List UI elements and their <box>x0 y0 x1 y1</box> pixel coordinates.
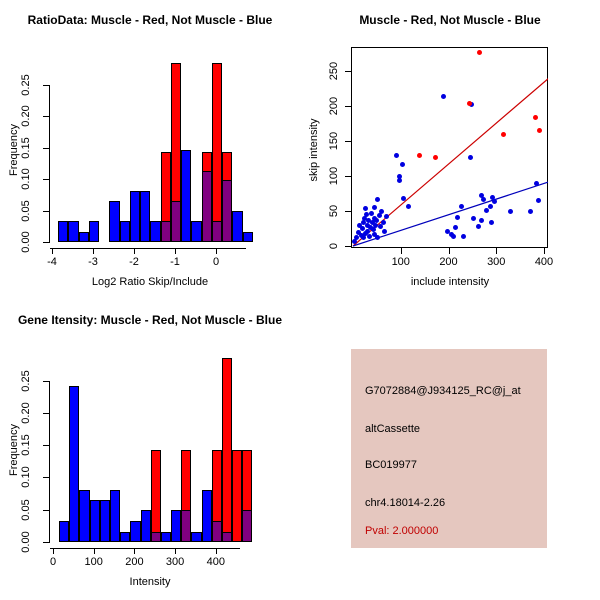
y-axis-line <box>49 381 50 544</box>
x-tick <box>175 548 176 554</box>
y-tick-label: 250 <box>328 61 340 81</box>
scatter-point-blue <box>379 209 384 214</box>
scatter-point-blue <box>459 204 464 209</box>
scatter-point-blue <box>476 224 481 229</box>
hist-bar-blue <box>171 510 181 542</box>
x-tick <box>134 248 135 254</box>
x-tick-label: 200 <box>125 556 144 568</box>
y-tick <box>43 85 49 86</box>
y-tick <box>43 179 49 180</box>
hist-bar-blue <box>120 221 130 242</box>
scatter-point-blue <box>451 234 456 239</box>
hist-bar-blue <box>243 232 253 242</box>
hist-bar-blue <box>161 532 171 542</box>
panel-probe-info <box>300 300 600 600</box>
intensity-scatter-title: Muscle - Red, Not Muscle - Blue <box>359 13 541 27</box>
hist-bar-blue <box>59 521 69 542</box>
y-tick-label: 0.00 <box>20 531 32 553</box>
gene-intensity-y-axis-label: Frequency <box>8 424 20 476</box>
probe-id-text: G7072884@J934125_RC@j_at <box>365 385 521 397</box>
ratio-histogram-title: RatioData: Muscle - Red, Not Muscle - Blue <box>27 13 273 27</box>
ratio-histogram-y-axis-label: Frequency <box>8 124 20 176</box>
y-tick-label: 0.10 <box>20 168 32 190</box>
y-tick-label: 0.00 <box>20 231 32 253</box>
x-tick-label: 0 <box>212 256 220 268</box>
x-tick <box>93 248 94 254</box>
y-tick <box>43 116 49 117</box>
scatter-point-red <box>467 101 472 106</box>
y-axis-line <box>49 85 50 243</box>
y-tick <box>43 510 49 511</box>
hist-bar-red <box>222 358 232 542</box>
hist-bar-red <box>151 450 161 542</box>
y-tick-label: 0.25 <box>20 369 32 392</box>
x-tick <box>216 248 217 254</box>
x-tick <box>53 548 54 554</box>
scatter-point-red <box>477 50 482 55</box>
x-tick <box>134 548 135 554</box>
hist-bar-blue <box>191 221 201 242</box>
scatter-point-blue <box>455 215 460 220</box>
y-tick-label: 0.15 <box>20 137 32 159</box>
scatter-point-red <box>501 132 506 137</box>
scatter-point-blue <box>508 209 513 214</box>
x-tick-label: 300 <box>165 556 185 568</box>
y-tick-label: 0.25 <box>20 74 32 96</box>
panel-gene-intensity-histogram <box>0 300 300 600</box>
x-tick <box>94 548 95 554</box>
y-tick <box>43 211 49 212</box>
hist-bar-blue <box>90 500 100 542</box>
ratio-histogram-plot-area <box>0 0 300 300</box>
hist-bar-blue <box>202 490 212 542</box>
gene-intensity-plot-area <box>0 300 300 600</box>
scatter-point-blue <box>536 198 541 203</box>
chromosome-location-text: chr4.18014-2.26 <box>365 497 446 509</box>
y-tick-label: 100 <box>328 166 340 186</box>
hist-bar-blue <box>58 221 68 242</box>
gene-intensity-x-axis-label: Intensity <box>129 576 171 588</box>
scatter-point-blue <box>481 197 486 202</box>
scatter-point-blue <box>394 153 399 158</box>
y-tick-label: 0.05 <box>20 199 32 222</box>
x-tick-label: -4 <box>47 256 57 268</box>
scatter-point-red <box>433 155 438 160</box>
hist-bar-blue <box>109 201 119 242</box>
hist-bar-overlap <box>202 171 212 242</box>
y-tick <box>43 542 49 543</box>
x-tick-label: 300 <box>487 256 506 268</box>
scatter-point-blue <box>461 234 466 239</box>
scatter-point-blue <box>471 216 476 221</box>
x-tick-label: 200 <box>439 256 458 268</box>
hist-bar-overlap <box>222 532 232 542</box>
scatter-point-blue <box>406 204 411 209</box>
splice-type-text: altCassette <box>365 423 421 435</box>
x-tick-label: 400 <box>534 256 554 268</box>
hist-bar-red <box>212 63 222 242</box>
scatter-point-blue <box>372 205 377 210</box>
fit-lines-layer <box>351 47 548 248</box>
y-tick-label: 0.20 <box>20 105 32 128</box>
x-tick <box>496 248 497 254</box>
hist-bar-blue <box>191 532 201 542</box>
y-tick <box>43 148 49 149</box>
hist-bar-blue <box>140 191 150 242</box>
hist-bar-overlap <box>171 201 181 242</box>
hist-bar-overlap <box>151 532 161 542</box>
scatter-point-blue <box>369 211 374 216</box>
y-tick-label: 0 <box>328 242 340 250</box>
hist-bar-blue <box>120 532 130 542</box>
panel-intensity-scatter <box>300 0 600 300</box>
y-tick-label: 0.05 <box>20 498 32 521</box>
y-tick-label: 0.15 <box>20 434 32 456</box>
ratio-histogram-x-axis-label: Log2 Ratio Skip/Include <box>91 276 209 288</box>
hist-bar-overlap <box>212 521 222 542</box>
x-tick <box>401 248 402 254</box>
y-tick-label: 50 <box>328 204 340 218</box>
hist-bar-red <box>232 450 242 542</box>
x-tick-label: 100 <box>391 256 410 268</box>
y-tick-label: 0.20 <box>20 402 32 424</box>
intensity-scatter-plot-area <box>300 0 600 300</box>
y-tick <box>43 381 49 382</box>
hist-bar-overlap <box>222 180 232 242</box>
x-tick <box>544 248 545 254</box>
scatter-point-blue <box>384 214 389 219</box>
hist-bar-blue <box>79 490 89 542</box>
hist-bar-blue <box>100 500 110 542</box>
scatter-point-blue <box>400 162 405 167</box>
hist-bar-overlap <box>212 221 222 242</box>
hist-bar-blue <box>79 232 89 242</box>
y-tick <box>43 242 49 243</box>
hist-bar-blue <box>181 150 191 242</box>
x-tick-label: 0 <box>49 556 57 568</box>
x-tick <box>52 248 53 254</box>
x-tick-label: 100 <box>84 556 103 568</box>
y-tick <box>43 477 49 478</box>
scatter-point-blue <box>534 181 539 186</box>
hist-bar-blue <box>232 211 242 242</box>
scatter-point-blue <box>397 178 402 183</box>
x-tick-label: -1 <box>170 256 180 268</box>
intensity-scatter-y-axis-label: skip intensity <box>308 118 320 182</box>
panel-ratio-histogram <box>0 0 300 300</box>
accession-text: BC019977 <box>365 459 417 471</box>
x-tick <box>449 248 450 254</box>
scatter-point-red <box>537 128 542 133</box>
y-tick-label: 0.10 <box>20 466 32 489</box>
y-tick <box>43 445 49 446</box>
hist-bar-blue <box>150 221 160 242</box>
hist-bar-blue <box>89 221 99 242</box>
hist-bar-blue <box>69 386 79 542</box>
probe-info-box <box>351 349 547 548</box>
hist-bar-blue <box>110 490 120 542</box>
pval-text: Pval: 2.000000 <box>365 525 439 537</box>
x-tick-label: 400 <box>206 556 225 568</box>
x-axis-line <box>50 548 240 549</box>
hist-bar-blue <box>130 521 140 542</box>
scatter-point-blue <box>401 196 406 201</box>
x-tick <box>175 248 176 254</box>
x-tick-label: -3 <box>88 256 98 268</box>
hist-bar-overlap <box>181 510 191 542</box>
scatter-point-blue <box>382 229 387 234</box>
intensity-scatter-x-axis-label: include intensity <box>410 276 490 288</box>
y-tick-label: 150 <box>328 131 340 151</box>
hist-bar-blue <box>141 510 151 542</box>
gene-intensity-title: Gene Itensity: Muscle - Red, Not Muscle - Blue <box>17 313 283 327</box>
hist-bar-overlap <box>242 510 252 542</box>
y-tick-label: 200 <box>328 96 340 116</box>
scatter-point-blue <box>488 204 493 209</box>
x-tick <box>216 548 217 554</box>
y-tick <box>43 413 49 414</box>
x-tick-label: -2 <box>129 256 139 268</box>
hist-bar-blue <box>130 191 140 242</box>
hist-bar-blue <box>68 221 78 242</box>
hist-bar-overlap <box>161 221 171 242</box>
